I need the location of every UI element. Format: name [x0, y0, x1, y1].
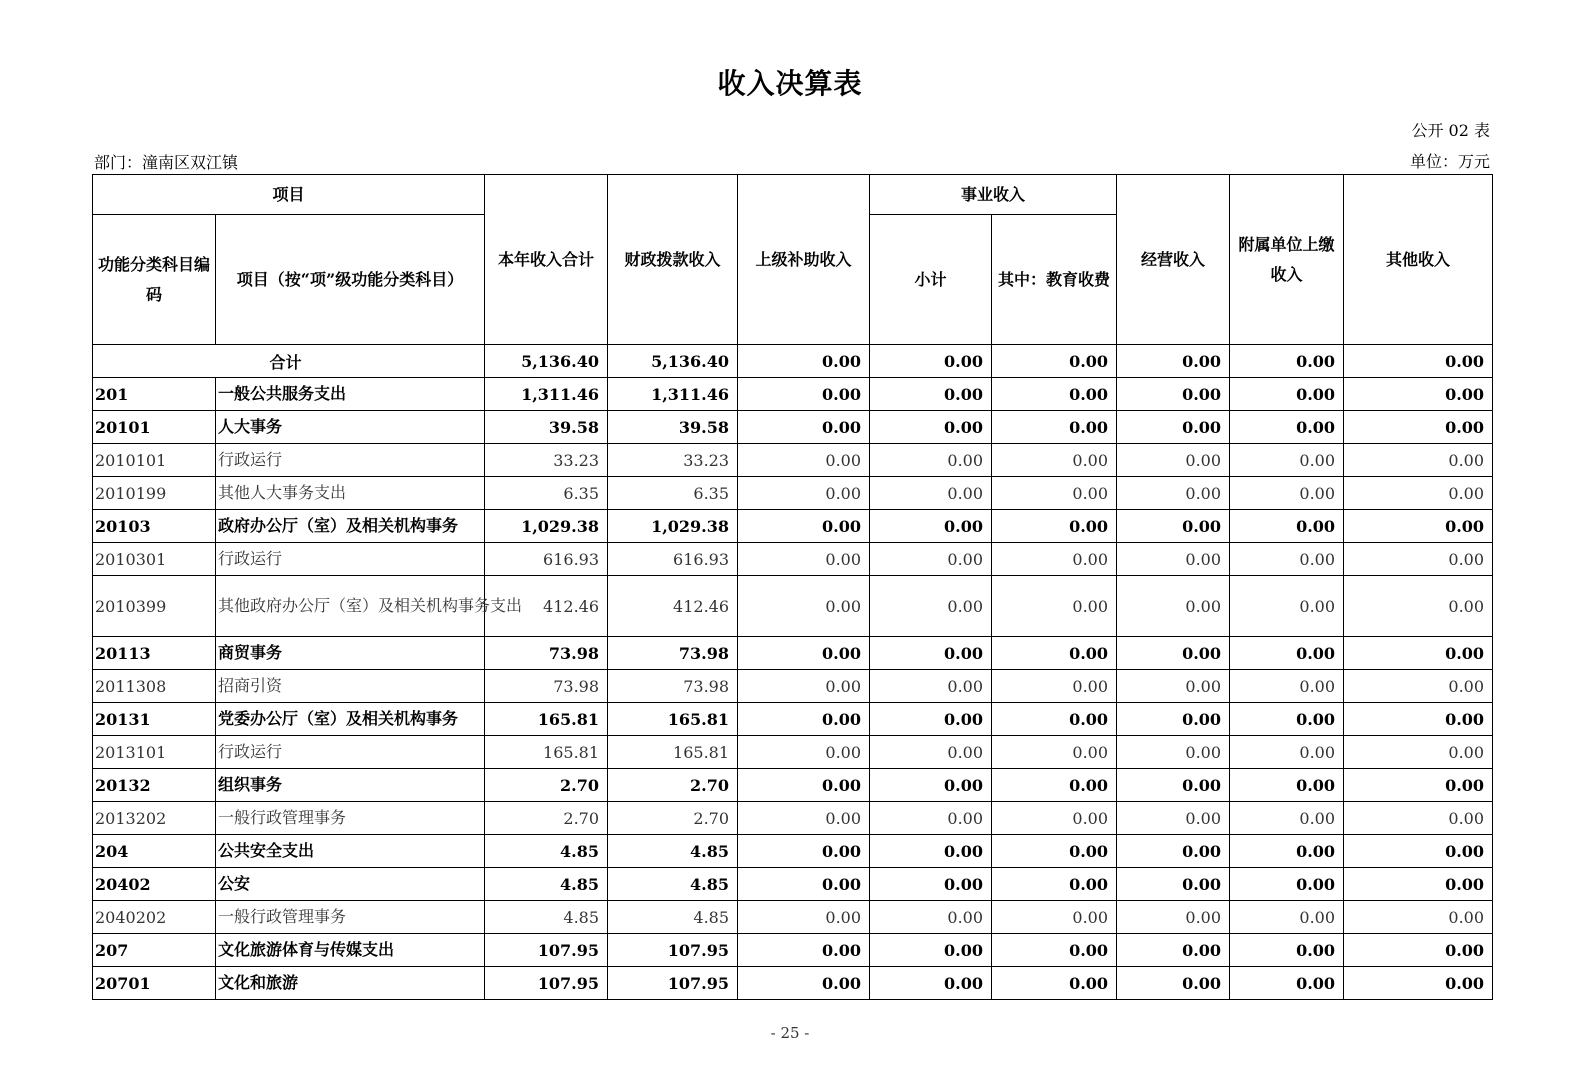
table-row [93, 670, 1493, 703]
row-value: 0.00 [738, 477, 870, 510]
row-value: 0.00 [1344, 411, 1493, 444]
row-value: 0.00 [1230, 411, 1344, 444]
row-value: 0.00 [738, 637, 870, 670]
row-name: 招商引资 [216, 670, 485, 703]
row-value: 0.00 [870, 477, 992, 510]
row-code: 20131 [93, 703, 216, 736]
row-value: 0.00 [1230, 477, 1344, 510]
header-operating-income: 经营收入 [1117, 175, 1230, 345]
row-value: 73.98 [608, 670, 738, 703]
header-func-code: 功能分类科目编码 [93, 215, 216, 345]
row-value: 0.00 [1230, 637, 1344, 670]
header-affiliated-income: 附属单位上缴收入 [1230, 175, 1344, 345]
row-value: 4.85 [608, 901, 738, 934]
row-value: 0.00 [738, 510, 870, 543]
row-value: 4.85 [485, 835, 608, 868]
row-value: 0.00 [738, 378, 870, 411]
row-name: 行政运行 [216, 736, 485, 769]
header-other-income: 其他收入 [1344, 175, 1493, 345]
row-value: 0.00 [870, 901, 992, 934]
page-number: - 25 - [770, 1024, 810, 1042]
row-value: 0.00 [992, 576, 1117, 637]
table-row [93, 510, 1493, 543]
table-row [93, 411, 1493, 444]
row-name: 政府办公厅（室）及相关机构事务 [216, 510, 485, 543]
row-name: 一般行政管理事务 [216, 802, 485, 835]
row-value: 0.00 [1344, 967, 1493, 1000]
row-value: 616.93 [485, 543, 608, 576]
row-value: 0.00 [870, 444, 992, 477]
row-value: 0.00 [1344, 444, 1493, 477]
total-value: 0.00 [870, 345, 992, 378]
row-value: 0.00 [1344, 934, 1493, 967]
row-value: 0.00 [870, 411, 992, 444]
row-value: 0.00 [738, 868, 870, 901]
table-row [93, 901, 1493, 934]
row-name: 行政运行 [216, 543, 485, 576]
row-value: 0.00 [1344, 802, 1493, 835]
row-value: 0.00 [1344, 769, 1493, 802]
table-row [93, 967, 1493, 1000]
row-value: 2.70 [608, 769, 738, 802]
row-value: 0.00 [1230, 670, 1344, 703]
row-value: 0.00 [1117, 901, 1230, 934]
row-value: 0.00 [1117, 378, 1230, 411]
row-value: 6.35 [485, 477, 608, 510]
row-value: 39.58 [608, 411, 738, 444]
total-row [93, 345, 1493, 378]
row-value: 0.00 [1344, 637, 1493, 670]
row-value: 0.00 [1230, 703, 1344, 736]
row-value: 4.85 [608, 868, 738, 901]
row-code: 2010301 [93, 543, 216, 576]
row-value: 0.00 [870, 934, 992, 967]
row-name: 公安 [216, 868, 485, 901]
header-superior-subsidy: 上级补助收入 [738, 175, 870, 345]
row-value: 412.46 [485, 576, 608, 637]
row-name: 一般公共服务支出 [216, 378, 485, 411]
total-label: 合计 [93, 345, 485, 378]
row-value: 0.00 [992, 703, 1117, 736]
row-value: 0.00 [992, 835, 1117, 868]
row-value: 0.00 [738, 802, 870, 835]
table-row [93, 736, 1493, 769]
row-value: 0.00 [870, 378, 992, 411]
row-value: 0.00 [1117, 736, 1230, 769]
row-value: 0.00 [1344, 670, 1493, 703]
row-code: 201 [93, 378, 216, 411]
row-value: 0.00 [1344, 703, 1493, 736]
row-value: 0.00 [992, 934, 1117, 967]
header-item-name: 项目（按“项”级功能分类科目） [216, 215, 485, 345]
header-subtotal: 小计 [870, 215, 992, 345]
row-value: 0.00 [870, 576, 992, 637]
row-value: 0.00 [992, 510, 1117, 543]
row-value: 0.00 [738, 901, 870, 934]
row-value: 0.00 [1344, 477, 1493, 510]
row-code: 207 [93, 934, 216, 967]
total-value: 0.00 [738, 345, 870, 378]
row-value: 2.70 [608, 802, 738, 835]
row-value: 107.95 [485, 967, 608, 1000]
row-value: 0.00 [738, 835, 870, 868]
row-value: 0.00 [738, 736, 870, 769]
header-project: 项目 [93, 175, 485, 215]
row-name: 公共安全支出 [216, 835, 485, 868]
row-value: 0.00 [1117, 769, 1230, 802]
row-code: 20402 [93, 868, 216, 901]
row-name: 党委办公厅（室）及相关机构事务 [216, 703, 485, 736]
header-fiscal-appropriation: 财政拨款收入 [608, 175, 738, 345]
table-row [93, 934, 1493, 967]
row-value: 4.85 [608, 835, 738, 868]
row-value: 73.98 [485, 670, 608, 703]
row-value: 0.00 [1230, 901, 1344, 934]
table-row [93, 543, 1493, 576]
row-value: 0.00 [1117, 576, 1230, 637]
row-value: 107.95 [608, 934, 738, 967]
row-value: 0.00 [1117, 703, 1230, 736]
total-value: 0.00 [1230, 345, 1344, 378]
row-value: 0.00 [1344, 543, 1493, 576]
row-code: 2010101 [93, 444, 216, 477]
row-value: 0.00 [992, 670, 1117, 703]
row-value: 0.00 [1117, 637, 1230, 670]
row-value: 107.95 [608, 967, 738, 1000]
row-value: 0.00 [992, 378, 1117, 411]
row-value: 165.81 [608, 703, 738, 736]
table-row [93, 477, 1493, 510]
header-total-income: 本年收入合计 [485, 175, 608, 345]
row-value: 0.00 [870, 769, 992, 802]
row-value: 0.00 [1117, 510, 1230, 543]
row-value: 0.00 [870, 967, 992, 1000]
row-value: 0.00 [992, 637, 1117, 670]
row-value: 412.46 [608, 576, 738, 637]
row-value: 2.70 [485, 769, 608, 802]
row-code: 2010199 [93, 477, 216, 510]
row-value: 73.98 [608, 637, 738, 670]
row-value: 1,029.38 [608, 510, 738, 543]
row-value: 0.00 [738, 967, 870, 1000]
row-value: 0.00 [992, 769, 1117, 802]
row-value: 0.00 [1344, 901, 1493, 934]
row-value: 165.81 [608, 736, 738, 769]
row-value: 0.00 [870, 802, 992, 835]
row-value: 0.00 [870, 868, 992, 901]
row-value: 0.00 [738, 703, 870, 736]
row-value: 0.00 [870, 543, 992, 576]
row-value: 0.00 [1230, 510, 1344, 543]
row-value: 0.00 [738, 769, 870, 802]
row-value: 0.00 [738, 576, 870, 637]
row-value: 0.00 [1230, 835, 1344, 868]
table-row [93, 637, 1493, 670]
row-value: 0.00 [1230, 802, 1344, 835]
total-value: 0.00 [992, 345, 1117, 378]
row-value: 0.00 [1344, 510, 1493, 543]
row-code: 204 [93, 835, 216, 868]
row-name: 其他政府办公厅（室）及相关机构事务支出 [216, 576, 485, 637]
table-body [93, 345, 1493, 1000]
row-value: 0.00 [1117, 543, 1230, 576]
row-value: 0.00 [992, 543, 1117, 576]
row-code: 20101 [93, 411, 216, 444]
row-value: 0.00 [1230, 868, 1344, 901]
total-value: 0.00 [1117, 345, 1230, 378]
row-value: 0.00 [1344, 835, 1493, 868]
row-value: 6.35 [608, 477, 738, 510]
row-value: 0.00 [1117, 444, 1230, 477]
row-value: 39.58 [485, 411, 608, 444]
total-value: 5,136.40 [608, 345, 738, 378]
row-value: 0.00 [870, 835, 992, 868]
header-education-fee: 其中：教育收费 [992, 215, 1117, 345]
header-business-income: 事业收入 [870, 175, 1117, 215]
income-table [92, 174, 1493, 1000]
total-value: 0.00 [1344, 345, 1493, 378]
row-name: 文化和旅游 [216, 967, 485, 1000]
unit-label: 单位：万元 [1409, 152, 1490, 171]
row-value: 1,311.46 [608, 378, 738, 411]
table-row [93, 769, 1493, 802]
row-name: 人大事务 [216, 411, 485, 444]
row-value: 0.00 [870, 736, 992, 769]
row-code: 20132 [93, 769, 216, 802]
row-code: 2011308 [93, 670, 216, 703]
row-value: 0.00 [992, 802, 1117, 835]
row-value: 0.00 [738, 411, 870, 444]
row-value: 0.00 [1230, 934, 1344, 967]
row-value: 0.00 [1344, 868, 1493, 901]
row-code: 2040202 [93, 901, 216, 934]
form-number: 公开 02 表 [1411, 121, 1490, 140]
table-row [93, 802, 1493, 835]
row-code: 2013101 [93, 736, 216, 769]
row-value: 0.00 [1344, 736, 1493, 769]
row-value: 4.85 [485, 901, 608, 934]
row-value: 0.00 [738, 934, 870, 967]
row-value: 1,311.46 [485, 378, 608, 411]
row-value: 0.00 [1344, 576, 1493, 637]
row-value: 0.00 [1230, 378, 1344, 411]
row-value: 0.00 [1230, 576, 1344, 637]
row-value: 0.00 [1117, 670, 1230, 703]
row-value: 0.00 [1230, 444, 1344, 477]
row-value: 73.98 [485, 637, 608, 670]
row-value: 0.00 [992, 868, 1117, 901]
row-value: 0.00 [992, 901, 1117, 934]
row-value: 0.00 [1117, 934, 1230, 967]
row-value: 0.00 [1230, 967, 1344, 1000]
table-row [93, 703, 1493, 736]
row-value: 0.00 [992, 411, 1117, 444]
row-value: 0.00 [870, 637, 992, 670]
row-value: 0.00 [1230, 543, 1344, 576]
row-name: 行政运行 [216, 444, 485, 477]
row-value: 0.00 [870, 510, 992, 543]
row-value: 0.00 [1117, 967, 1230, 1000]
row-value: 0.00 [1230, 736, 1344, 769]
row-value: 0.00 [870, 703, 992, 736]
row-code: 20701 [93, 967, 216, 1000]
row-code: 20103 [93, 510, 216, 543]
department-label: 部门：潼南区双江镇 [94, 153, 239, 172]
row-value: 1,029.38 [485, 510, 608, 543]
total-value: 5,136.40 [485, 345, 608, 378]
row-value: 0.00 [738, 543, 870, 576]
row-value: 165.81 [485, 736, 608, 769]
row-value: 0.00 [992, 477, 1117, 510]
row-value: 0.00 [992, 736, 1117, 769]
table-row [93, 378, 1493, 411]
row-value: 107.95 [485, 934, 608, 967]
row-value: 0.00 [738, 670, 870, 703]
row-value: 33.23 [485, 444, 608, 477]
table-row [93, 835, 1493, 868]
page-title: 收入决算表 [717, 67, 863, 100]
row-name: 一般行政管理事务 [216, 901, 485, 934]
table-row [93, 576, 1493, 637]
row-value: 616.93 [608, 543, 738, 576]
row-value: 0.00 [1117, 835, 1230, 868]
row-value: 2.70 [485, 802, 608, 835]
row-value: 0.00 [992, 967, 1117, 1000]
table-row [93, 444, 1493, 477]
table-row [93, 868, 1493, 901]
row-value: 0.00 [738, 444, 870, 477]
row-code: 2013202 [93, 802, 216, 835]
row-name: 商贸事务 [216, 637, 485, 670]
row-name: 文化旅游体育与传媒支出 [216, 934, 485, 967]
row-value: 165.81 [485, 703, 608, 736]
row-value: 0.00 [1117, 802, 1230, 835]
row-value: 33.23 [608, 444, 738, 477]
row-value: 0.00 [1117, 411, 1230, 444]
row-code: 2010399 [93, 576, 216, 637]
row-name: 其他人大事务支出 [216, 477, 485, 510]
row-value: 0.00 [870, 670, 992, 703]
row-value: 0.00 [1117, 868, 1230, 901]
row-value: 0.00 [992, 444, 1117, 477]
row-value: 0.00 [1117, 477, 1230, 510]
row-value: 4.85 [485, 868, 608, 901]
row-name: 组织事务 [216, 769, 485, 802]
row-value: 0.00 [1344, 378, 1493, 411]
row-value: 0.00 [1230, 769, 1344, 802]
row-code: 20113 [93, 637, 216, 670]
